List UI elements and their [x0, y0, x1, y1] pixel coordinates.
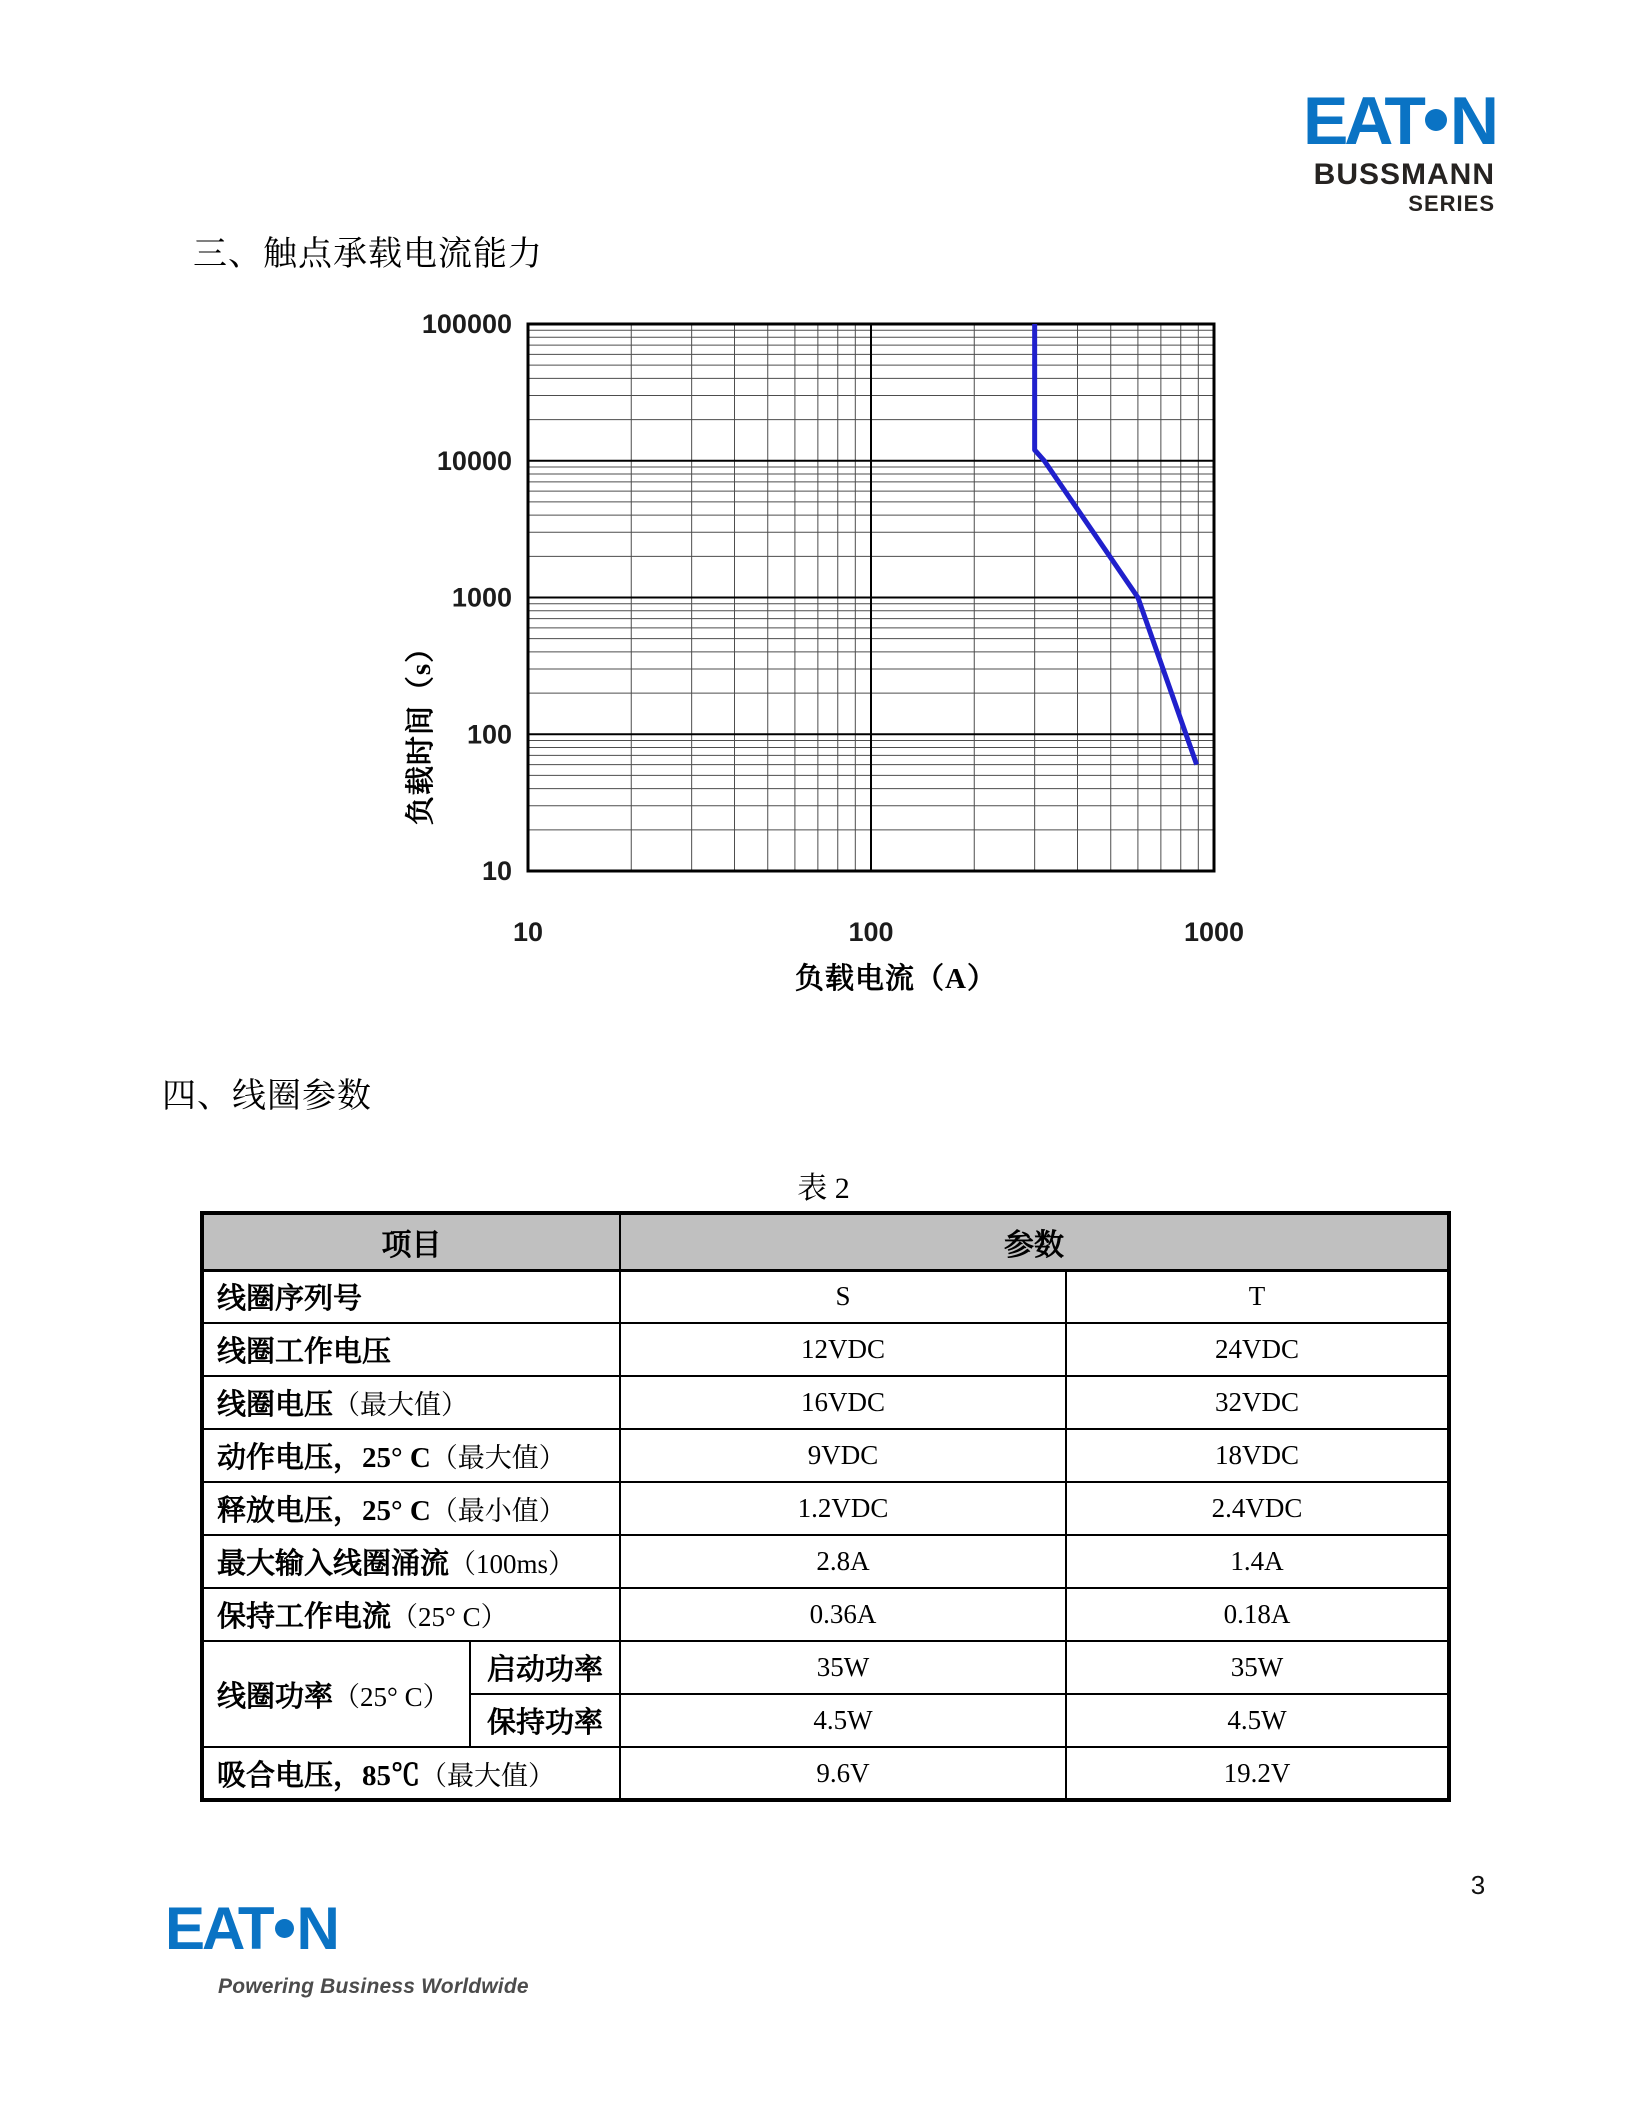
row-label-note: （100ms）	[449, 1549, 576, 1579]
value-s: 9VDC	[620, 1429, 1066, 1482]
value-t: 35W	[1066, 1641, 1449, 1694]
chart-canvas	[390, 300, 1250, 1010]
eaton-tagline: Powering Business Worldwide	[218, 1975, 529, 1998]
row-label-note: （最大值）	[420, 1760, 556, 1791]
sub-row-label: 保持功率	[470, 1694, 620, 1747]
value-t: 24VDC	[1066, 1323, 1449, 1376]
value-s: 4.5W	[620, 1694, 1066, 1747]
value-s: 1.2VDC	[620, 1482, 1066, 1535]
value-t: 18VDC	[1066, 1429, 1449, 1482]
row-label: 线圈电压	[217, 1389, 334, 1421]
row-label: 保持工作电流	[217, 1601, 392, 1633]
row-label: 线圈工作电压	[217, 1336, 392, 1368]
table-row	[202, 1270, 1449, 1323]
value-s: 2.8A	[620, 1535, 1066, 1588]
eaton-logo-dot-icon	[1425, 109, 1447, 131]
table-row	[202, 1588, 1449, 1641]
page-number: 3	[1470, 1870, 1486, 1900]
value-t: 32VDC	[1066, 1376, 1449, 1429]
eaton-footer-logo	[165, 1895, 337, 1962]
value-s: 16VDC	[620, 1376, 1066, 1429]
x-axis-title: 负载电流（A）	[795, 963, 997, 995]
row-label: 最大输入线圈涌流	[217, 1548, 450, 1580]
y-axis-title: 负载时间（s）	[405, 632, 437, 826]
value-s: S	[620, 1270, 1066, 1323]
y-tick-label: 1000	[451, 582, 512, 613]
table-row	[202, 1429, 1449, 1482]
table-row	[202, 1535, 1449, 1588]
row-label-note: （25° C）	[391, 1602, 508, 1632]
table-row-power-start	[202, 1641, 1449, 1694]
section-heading-contact-current: 三、触点承载电流能力	[193, 236, 543, 273]
eaton-logo-dot-icon	[275, 1919, 294, 1938]
value-t: T	[1066, 1270, 1449, 1323]
row-label-note: （最大值）	[333, 1390, 469, 1420]
value-t: 19.2V	[1066, 1747, 1449, 1800]
eaton-bussmann-logo	[1295, 83, 1495, 216]
y-tick-label: 100	[466, 719, 512, 750]
header-cell-param: 参数	[620, 1213, 1449, 1270]
value-t: 1.4A	[1066, 1535, 1449, 1588]
eaton-logo-text-right: N	[1449, 83, 1495, 159]
row-label: 线圈序列号	[217, 1283, 363, 1316]
value-t: 4.5W	[1066, 1694, 1449, 1747]
table-caption: 表 2	[797, 1172, 850, 1205]
row-label: 释放电压，25° C	[217, 1495, 431, 1527]
y-tick-label: 100000	[421, 309, 512, 339]
table-row	[202, 1323, 1449, 1376]
row-label-note: （25° C）	[333, 1681, 450, 1712]
value-s: 12VDC	[620, 1323, 1066, 1376]
x-tick-label: 100	[848, 917, 894, 947]
y-tick-label: 10	[481, 856, 512, 886]
x-tick-label: 10	[512, 917, 544, 947]
table-row	[202, 1376, 1449, 1429]
value-s: 35W	[620, 1641, 1066, 1694]
eaton-logo-text-right: N	[296, 1895, 337, 1962]
header-cell-item: 项目	[202, 1213, 620, 1270]
x-tick-label: 1000	[1183, 917, 1245, 947]
value-s: 9.6V	[620, 1747, 1066, 1800]
eaton-logo	[1295, 83, 1495, 159]
load-time-vs-current-chart	[390, 300, 1250, 1010]
row-label: 线圈功率	[217, 1680, 334, 1713]
row-label-note: （最大值）	[430, 1443, 566, 1473]
value-s: 0.36A	[620, 1588, 1066, 1641]
series-wordmark: SERIES	[1408, 191, 1495, 216]
sub-row-label: 启动功率	[470, 1641, 620, 1694]
section-heading-coil-params: 四、线圈参数	[162, 1078, 372, 1115]
row-label-note: （最小值）	[430, 1496, 566, 1526]
row-label: 动作电压，25° C	[217, 1442, 431, 1474]
eaton-logo-text-left: EAT	[165, 1895, 272, 1962]
value-t: 2.4VDC	[1066, 1482, 1449, 1535]
table-row	[202, 1747, 1449, 1800]
row-label: 吸合电压，85℃	[217, 1759, 421, 1792]
bussmann-wordmark: BUSSMANN	[1313, 158, 1495, 191]
value-t: 0.18A	[1066, 1588, 1449, 1641]
eaton-logo	[165, 1895, 337, 1962]
current-capability-curve	[1035, 324, 1197, 765]
eaton-logo-text-left: EAT	[1302, 83, 1422, 159]
table-header-row	[202, 1213, 1449, 1270]
table-row	[202, 1482, 1449, 1535]
coil-parameter-table	[200, 1211, 1451, 1802]
y-tick-label: 10000	[436, 445, 512, 476]
